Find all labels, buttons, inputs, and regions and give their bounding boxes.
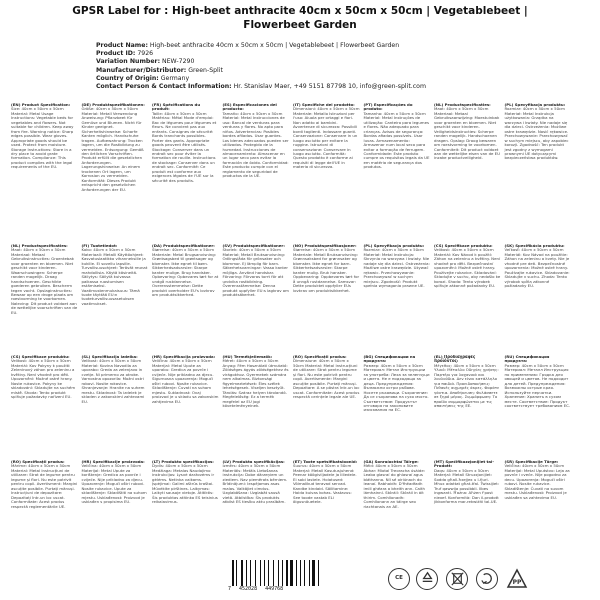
barcode-bar <box>297 560 299 586</box>
spec-heading: (GA) Sonraíochtaí Táirge: <box>363 460 419 464</box>
barcode-bar <box>246 560 247 586</box>
spec-heading: (ET) Toote spetsifikatsioonid: <box>293 460 358 464</box>
spec-body: Koko: 40cm x 50cm x 50cm Materiaali: Metalli Käyttöohjeet: Kasvatuslaatikko vihanneksille ja kukille. Ei sovellu lapsille. Turvallisuusohjeet: Terävät reunat mahdollisia. Käytä käsineitä. Säilytys: Säilytä kuivassa paikassa ruostumisen estämiseksi. Vaatimustenmukaisuus: Tämä tuote täyttää EU:n tuoteturvallisuusasetuksen vaatimukset. <box>81 247 148 306</box>
triangle-recycle-icon <box>506 568 528 590</box>
product-info <box>96 42 426 91</box>
spec-cell <box>10 355 79 459</box>
barcode-bar <box>289 560 290 586</box>
barcode-bar <box>244 560 245 586</box>
spec-cell <box>151 244 220 354</box>
spec-body: Dimensiune: 40cm x 50cm x 50cm Material: Metal Instrucțiuni de utilizare: Strat pentru legume și flori. Nu este potrivit pentru copii. Avertismente: Margini ascuțite posibile. Purtați mănuși. Depozitare: A se păstra într-un loc uscat. Conformitate: Acest produs respectă cerințele legale ale UE. <box>293 358 360 400</box>
spec-body: Размер: 40cm x 50cm x 50cm Материал: Металл Инструкция по применению: Грядка для овощей и цветов. Не подходит для детей. Предупреждения: Возможны острые края. Используйте перчатки. Хранение: Хранить в сухом месте. Соответствие: Продукт соответствует требованиям ЕС. <box>504 362 571 408</box>
barcode-bar <box>280 560 281 586</box>
info-line <box>96 83 426 91</box>
spec-heading: (DA) Produktspecifikationer: <box>152 244 215 248</box>
spec-heading: (PT) Especificações do produto: <box>363 103 413 112</box>
spec-body: Suurus: 40cm x 50cm x 50cm Materjal: Metall Kasutusjuhend: Peenar köögiviljadele ja lilledele. Ei sobi lastele. Hoiatused: Võimalikud teravad servad. Kandke kindaid. Säilitamine: Hoida kuivas kohas. Vastavus: See toode vastab ELi õigusnõuetele. <box>293 463 357 505</box>
info-label: Product ID: <box>96 50 136 58</box>
spec-heading: (RO) Specificații produs: <box>11 460 65 464</box>
spec-cell <box>504 355 573 459</box>
spec-heading: (FI) Tuotetiedot: <box>81 244 118 248</box>
barcode-bar <box>290 560 292 586</box>
spec-cell <box>222 355 291 459</box>
info-label: Manufacturer/Distributor: <box>96 66 187 74</box>
barcode-bar <box>306 560 308 586</box>
info-label: Variation Number: <box>96 58 161 66</box>
spec-heading: (RU) Спецификация продукта: <box>504 355 550 364</box>
weee-bin-icon <box>446 568 468 590</box>
spec-cell <box>504 244 573 354</box>
spec-body: Rozmiar: 40cm x 50cm x 50cm Materiał: Metal Instrukcja: Skrzynia na warzywa i kwiaty. Nie nadaje się dla dzieci. Ostrzeżenia: Możliwe ostre krawędzie. Używać rękawic. Przechowywanie: Przechowywać w suchym miejscu. Zgodność: Produkt spełnia wymagania prawne UE. <box>363 247 430 289</box>
page-title: GPSR Label for : High-beet anthracite 40cm x 50cm x 50cm | Vegetablebeet | Flowerbeet Garden <box>72 5 528 31</box>
info-line <box>96 58 426 66</box>
info-value: Hr. Stanislav Maer, +49 5151 87798 10, info@green-split.com <box>233 83 426 91</box>
spec-body: Tamaño: 40cm x 50cm x 50cm Material: Metal Instrucciones de uso: Bancal de verduras para verduras y flores. No apto para niños. Advertencias: Posibles bordes afilados. Usar guantes. Los bienes adecuados pueden ser utilizados. Protegido de la humedad. Instrucciones de almacenamiento: Almacenar en un lugar seco para evitar la formación de óxido. Conformidad: Este producto cumple con el reglamento de seguridad de productos de la UE. <box>222 110 289 179</box>
barcode-bar <box>311 560 312 586</box>
barcode-bar <box>248 560 249 586</box>
spec-body: Izmērs: 40cm x 50cm x 50cm Materiāls: Metāls Lietošanas instrukcija: Dobe dārzeņiem un ziediem. Nav piemērots bērniem. Brīdinājumi: Iespējamas asas malas. Valkājiet cimdus. Uzglabāšana: Uzglabāt sausā vietā. Atbilstība: Šis produkts atbilst ES tiesību aktu prasībām. <box>222 463 288 505</box>
spec-row <box>10 103 590 243</box>
barcode-digits <box>228 586 338 592</box>
barcode-bar <box>264 560 266 586</box>
barcode-bar <box>241 560 243 586</box>
barcode-bar <box>318 560 320 586</box>
barcode-digit-group: 449768 <box>265 586 284 592</box>
spec-body: Size: 40cm x 50cm x 50cm Material: Metal Usage Instructions: Vegetable beds for vegetables and flowers. Not suitable for children. Keep away from fire. Warning notice: Sharp edges possible. Wear gloves. Appropriate goods should be used. Protect from moisture. Storage Instructions: Store in a dry place to avoid grate formation. Compliance: This product complies with the legal requirements of the EU. <box>11 106 74 170</box>
spec-heading: (PL) Specyfikacja produktu: <box>363 244 425 248</box>
spec-body: Größe: 40cm x 50cm x 50cm Material: Metall Verwendung Anweisung: Pflanzbeet für Gemüse und Blumen. Nicht für Kinder geeignet. Sicherheitshinweise: Scharfe Kanten möglich. Handschuhe tragen. Aufbewahrung: Trocken lagern, um die Rostbildung zu vermeiden. Entsorgung: Gemäß den örtlichen Vorschriften. Produkt erfüllt die gesetzlichen Anforderungen. Lagerungshinweise: An einem trockenen Ort lagern, um Korrosion zu vermeiden. Konformität: Dieses Produkt entspricht den gesetzlichen Anforderungen der EU. <box>81 106 144 192</box>
spec-heading: (NL) Productspecificaties: <box>434 103 491 107</box>
spec-row <box>10 355 590 459</box>
info-line <box>96 42 426 50</box>
barcode-bar <box>274 560 276 586</box>
info-label: Contact Person & Contact Information: <box>96 83 232 91</box>
spec-body: Veličina: 40cm x 50cm x 50cm Materijal: Metal Upute za uporabu: Gredica za povrće i cvijeće. Nije prikladno za djecu. Sigurnosna upozorenja: Mogući oštri rubovi. Nosite rukavice. Skladištenje: Čuvati na suhom mjestu. Sukladnost: Ovaj proizvod je u skladu sa zakonskim zahtjevima EU. <box>152 358 219 404</box>
barcode-bar <box>312 560 314 586</box>
spec-heading: (HR) Specifikacija proizvoda: <box>152 355 216 359</box>
recycle-icon <box>416 568 438 590</box>
barcode-bar <box>316 560 317 586</box>
spec-body: Maat: 40cm x 50cm x 50cm Materiaal: Metaal Gebruiksinstructies: Groentebak voor groenten en bloemen. Niet geschikt voor kinderen. Waarschuwingen: Scherpe randen mogelijk. Draag handschoenen. Geschikte goederen gebruiken. Bescherm tegen vocht. Opslaginstructies: Bewaar op een droge plaats om roestvorming te voorkomen. Naleving: Dit product voldoet aan de wettelijke voorschriften van de EU. <box>11 247 78 315</box>
ce-mark-icon: CE <box>388 568 410 590</box>
spec-cell <box>151 103 220 243</box>
spec-heading: (EL) Προδιαγραφές προϊόντος: <box>434 355 476 364</box>
spec-body: Tamanho: 40cm x 50cm x 50cm Material: Metal Instruções de utilização: Canteiro para legumes e flores. Não adequado para crianças. Avisos de segurança: Bordas afiadas possíveis. Usar luvas. Armazenamento: Armazenar num local seco para evitar a formação de ferrugem. Conformidade: Este produto cumpre os requisitos legais da UE em matéria de segurança dos produtos. <box>363 110 430 170</box>
barcode-bar <box>266 560 267 586</box>
barcode-bar <box>257 560 259 586</box>
barcode-bar <box>273 560 274 586</box>
paper-recycle-icon <box>476 568 498 590</box>
info-label: Country of Origin: <box>96 74 159 82</box>
svg-text:PP: PP <box>512 579 522 586</box>
spec-heading: (PL) Specyfikacja produktu: <box>504 103 566 107</box>
spec-body: Rozmiar: 40cm x 50cm x 50cm Materiał: Metal Instrukcja użytkowania: Grządka na warzywa i kwiaty. Nie nadaje się dla dzieci. Ostrzeżenia: Możliwe ostre krawędzie. Nosić rękawice. Przechowywanie: Przechowywać w suchym miejscu, aby zapobiec korozji. Zgodność: Ten produkt jest zgodny z wymogami prawnymi UE dotyczącymi bezpieczeństwa produktów. <box>504 106 569 161</box>
spec-cell <box>81 244 150 354</box>
spec-body: Dydis: 40cm x 50cm x 50cm Medžiaga: Metalas Naudojimo instrukcijos: Lysvė daržovėms ir gėlėms. Netinka vaikams. Įspėjimai: Galimi aštrūs kraštai. Mūvėkite pirštines. Laikymas: Laikyti sausoje vietoje. Atitiktis: Šis produktas atitinka ES teisinius reikalavimus. <box>152 463 218 505</box>
spec-heading: (SL) Specifikacija izdelka: <box>81 355 138 359</box>
barcode-bar <box>262 560 263 586</box>
barcode-bar <box>320 560 321 586</box>
barcode-bar <box>268 560 269 586</box>
spec-heading: (SV) Produktspecifikationer: <box>222 244 285 248</box>
spec-row <box>10 244 590 354</box>
spec-heading: (CS) Specifikace produktu: <box>434 244 493 248</box>
spec-body: Størrelse: 40cm x 50cm x 50cm Materiale: Metal Brugsanvisning: Grøntsagsbed til grøntsager og blomster. Ikke egnet til børn. Sikkerhedsadvarsler: Skarpe kanter mulige. Brug handsker. Opbevaring: Opbevares tørt for at undgå rustdannelse. Overensstemmelse: Dette produkt overholder EU's lovkrav om produktsikkerhed. <box>152 247 219 297</box>
spec-body: Размер: 40cm x 50cm x 50cm Материал: Метал Инструкции за употреба: Леха за зеленчуци и цветя. Не е подходящо за деца. Предупреждения: Възможни остри ръбове. Носете ръкавици. Съхранение: Да се съхранява на сухо място. Съответствие: Продуктът отговаря на законовите изисквания на ЕС. <box>363 362 430 413</box>
info-value: 7926 <box>137 50 154 58</box>
spec-heading: (ES) Especificaciones del producto: <box>222 103 277 112</box>
barcode-bar <box>282 560 283 586</box>
barcode-bar <box>296 560 297 586</box>
info-value: Germany <box>160 74 190 82</box>
info-value: Green-Split <box>188 66 223 74</box>
spec-cell <box>222 244 291 354</box>
spec-cell <box>292 103 361 243</box>
spec-cell <box>151 355 220 459</box>
spec-cell <box>222 103 291 243</box>
spec-body: Dimensioni: 40cm x 50cm x 50cm Materiale: Metallo Istruzioni per l'uso: Aiuola per ortaggi e fiori. Non adatto ai bambini. Avvertenze di sicurezza: Possibili bordi taglienti. Indossare guanti. Conservazione: Conservare in un luogo asciutto per evitare la ruggine. Istruzioni di conservazione: Conservare in luogo asciutto. Conformità: Questo prodotto è conforme ai requisiti di legge dell'UE in materia di sicurezza. <box>293 106 360 170</box>
info-line <box>96 75 426 83</box>
info-value: NEW-7290 <box>162 58 195 66</box>
spec-cell <box>292 355 361 459</box>
barcode-bar <box>232 560 234 586</box>
barcode-bar <box>250 560 252 586</box>
spec-cell <box>433 244 502 354</box>
spec-body: Daqs: 40cm x 50cm x 50cm Materjal: Metall Struzzjonijiet: Sodda għall-ħxejjex u l-fjuri. Mhux adattat għat-tfal. Twissijiet: Truf qawwija possibbli. Ilbes ingwanti. Ħażna: Aħżen f'post niexef. Konformità: Dan il-prodott jikkonforma mar-rekwiżiti tal-UE. <box>434 467 500 505</box>
barcode-bar <box>235 560 236 586</box>
spec-body: Veličina: 40cm x 50cm x 50cm Materijal: Metal Uputstvo: Leja za povrće i cveće. Nije pogodno za decu. Upozorenja: Mogući oštri rubovi. Nosite rukavice. Skladištenje: Čuvati na suvom mestu. Usklađenost: Proizvod je usklađen sa zahtevima EU. <box>504 463 570 500</box>
label-footer <box>0 560 600 596</box>
spec-heading: (CS) Specifikace produktu: <box>11 355 70 359</box>
barcode-bar <box>309 560 310 586</box>
spec-body: Μέγεθος: 40cm x 50cm x 50cm Υλικό: Μέταλλο Οδηγίες χρήσης: Παρτέρι για λαχανικά και λουλούδια. Δεν είναι κατάλληλο για παιδιά. Προειδοποιήσεις: Πιθανές αιχμηρές άκρες. Φοράτε γάντια. Αποθήκευση: Φυλάσσετε σε ξηρό μέρος. Συμμόρφωση: Το προϊόν συμμορφώνεται με τις απαιτήσεις της ΕΕ. <box>434 362 500 408</box>
info-label: Product Name: <box>96 42 148 49</box>
spec-cell <box>81 355 150 459</box>
spec-body: Størrelse: 40cm x 50cm x 50cm Materiale: Metall Bruksanvisning: Grønnsaksbed for grønnsaker og blomster. Ikke egnet for barn. Sikkerhetsadvarsler: Skarpe kanter mulig. Bruk hansker. Oppbevaring: Oppbevares tørt for å unngå rustdannelse. Samsvar: Dette produktet oppfyller EUs lovkrav om produktsikkerhet. <box>293 247 360 293</box>
spec-body: Mărime: 40cm x 50cm x 50cm Material: Metal Instrucțiuni de utilizare: Strat de legume pentru legume și flori. Nu este potrivit pentru copii. Avertisment: Margini ascuțite posibile. Purtați mănuși. Instrucțiuni de depozitare: Depozitați într-un loc uscat. Conformitate: Acest produs respectă reglementările UE. <box>11 463 78 509</box>
spec-body: Velikost: 40cm x 50cm x 50cm Material: Kovina Navodila za uporabo: Greda za zelenjavo in cvetje. Ni primerno za otroke. Varnostna opozorila: Možni ostri robovi. Nosite rokavice. Shranjevanje: Hranite na suhem mestu. Skladnost: Ta izdelek je skladen z zakonskimi zahtevami EU. <box>81 358 145 404</box>
spec-body: Velikost: 40cm x 50cm x 50cm Materiál: Kov Návod k použití: Záhon na zeleninu a květiny. Není vhodné pro děti. Bezpečnostní upozornění: Možné ostré hrany. Používejte rukavice. Skladování: Skladujte v suchu, aby nedošlo ke korozi. Shoda: Tento výrobek splňuje zákonné požadavky EU. <box>434 247 501 289</box>
info-line <box>96 50 426 58</box>
barcode-digit-group: 7 <box>228 586 232 592</box>
barcode-bar <box>302 560 303 586</box>
spec-heading: (EN) Product Specification: <box>11 103 71 107</box>
spec-heading: (NO) Produktspesifikasjoner: <box>293 244 357 248</box>
spec-cell <box>81 103 150 243</box>
spec-heading: (HU) Termékjellemzők: <box>222 355 273 359</box>
barcode-bar <box>270 560 272 586</box>
spec-body: Maat: 40cm x 50cm x 50cm Materiaal: Metaal Gebruiksaanwijzing: Moestuinbak voor groenten en bloemen. Niet geschikt voor kinderen. Veiligheidsinstructies: Scherpe randen mogelijk. Handschoenen dragen. Opslag: Droog bewaren om roestvorming te voorkomen. Conformiteit: Dit product voldoet aan de wettelijke eisen van de EU inzake productveiligheid. <box>434 106 500 161</box>
spec-cell <box>10 244 79 354</box>
spec-heading: (SR) Specifikacije Tārge: <box>504 460 559 464</box>
barcode-bar <box>294 560 295 586</box>
barcode-bar <box>300 560 301 586</box>
barcode-bar <box>284 560 285 586</box>
spec-cell <box>433 355 502 459</box>
specification-grid <box>10 103 590 580</box>
spec-cell <box>363 103 432 243</box>
spec-heading: (HR) Specifikacije proizvoda: <box>81 460 145 464</box>
barcode-bar <box>236 560 237 586</box>
spec-heading: (LV) Produkta specifikācijas: <box>222 460 285 464</box>
barcode-bar <box>260 560 261 586</box>
info-line <box>96 67 426 75</box>
barcode-bar <box>255 560 256 586</box>
spec-heading: (SK) Špecifikácia produktu: <box>504 244 565 248</box>
spec-heading: (FR) Spécifications du produit: <box>152 103 201 112</box>
spec-cell <box>504 103 573 243</box>
spec-body: Storlek: 40cm x 50cm x 50cm Material: Metall Bruksanvisning: Odlingslåda för grönsaker och blommor. Ej lämplig för barn. Säkerhetsvarningar: Vassa kanter möjliga. Använd handskar. Förvaring: Förvaras torrt för att undvika rostbildning. Överensstämmelse: Denna produkt uppfyller EU:s lagkrav om produktsäkerhet. <box>222 247 289 297</box>
barcode-bar <box>238 560 240 586</box>
spec-cell <box>363 355 432 459</box>
spec-body: Méret: 40cm x 50cm x 50cm Anyag: Fém Használati útmutató: Zöldséges ágyás zöldségekhez és virágokhoz. Gyermekek számára nem alkalmas. Biztonsági figyelmeztetések: Éles szélek lehetségesek. Viseljen kesztyűt. Tárolás: Száraz helyen tárolandó. Megfelelőség: Ez a termék megfelel az EU jogi követelményeinek. <box>222 358 289 408</box>
spec-heading: (DE) Produktspezifikationen: <box>81 103 145 107</box>
info-value: High-beet anthracite 40cm x 50cm x 50cm | Vegetablebeet | Flowerbeet Garden <box>149 42 400 49</box>
barcode <box>232 560 322 586</box>
spec-heading: (BG) Спецификации на продукта: <box>363 355 416 364</box>
spec-cell <box>433 103 502 243</box>
spec-heading: (NL) Productspecificaties: <box>11 244 68 248</box>
spec-body: Taille: 40cm x 50cm x 50cm Matériau: Métal Mode d'emploi: Bac de légumes pour légumes et fleurs. Ne convient pas aux enfants. Consignes de sécurité: Bords tranchants possibles. Porter des gants. Appropriate goods peuvent être utilisés. Stockage: Conserver dans un endroit sec pour éviter la formation de rouille. Instructions de stockage: Conserver dans un endroit sec. Conformité: Ce produit est conforme aux exigences légales de l'UE sur la sécurité des produits. <box>152 110 217 183</box>
spec-cell <box>363 244 432 354</box>
spec-heading: (IT) Specifiche del prodotto: <box>293 103 355 107</box>
spec-body: Méid: 40cm x 50cm x 50cm Ábhar: Miotal Treoracha úsáide: Leaba glasraí do ghlasraí agus bláthanna. Níl sé oiriúnach do leanaí. Rabhaidh: D'fhéadfadh imill ghéara a bheith ann. Caith lámhainní. Stóráil: Stóráil in áit thirim. Comhlíonadh: Comhlíonann an táirge seo riachtanais an AE. <box>363 463 426 509</box>
spec-body: Veličina: 40cm x 50cm x 50cm Materijal: Metal Upute za korištenje: Gredica za povrće i cvijeće. Nije prikladno za djecu. Upozorenje: Mogući oštri rubovi. Nosite rukavice. Upute za skladištenje: Skladištiti na suhom mjestu. Usklađenost: Proizvod je usklađen s propisima EU. <box>81 463 147 505</box>
barcode-bar <box>252 560 254 586</box>
spec-heading: (RO) Specificații produs: <box>293 355 347 359</box>
barcode-bar <box>286 560 288 586</box>
spec-body: Veľkosť: 40cm x 50cm x 50cm Materiál: Kov Návod na použitie: Záhon na zeleninu a kvety. Nie je vhodné pre deti. Bezpečnostné upozornenia: Možné ostré hrany. Používajte rukavice. Skladovanie: Skladujte v suchu. Zhoda: Tento výrobok spĺňa zákonné požiadavky EÚ. <box>504 247 570 289</box>
spec-body: Velikost: 40cm x 50cm x 50cm Materiál: Kov Pokyny k použití: Zeleninový záhon pro zeleninu a květiny. Není vhodné pro děti. Upozornění: Možné ostré hrany. Noste rukavice. Pokyny ke skladování: Skladujte na suchém místě. Shoda: Tento produkt splňuje požadavky nařízení EU. <box>11 358 76 400</box>
barcode-bar <box>278 560 280 586</box>
barcode-bar <box>304 560 306 586</box>
spec-heading: (MT) Speċifikazzjonijiet tal-Prodott: <box>434 460 494 469</box>
spec-cell <box>10 103 79 243</box>
barcode-digit-group: 452028 <box>239 586 258 592</box>
spec-cell <box>292 244 361 354</box>
spec-heading: (LT) Produkto specifikacijos: <box>152 460 214 464</box>
